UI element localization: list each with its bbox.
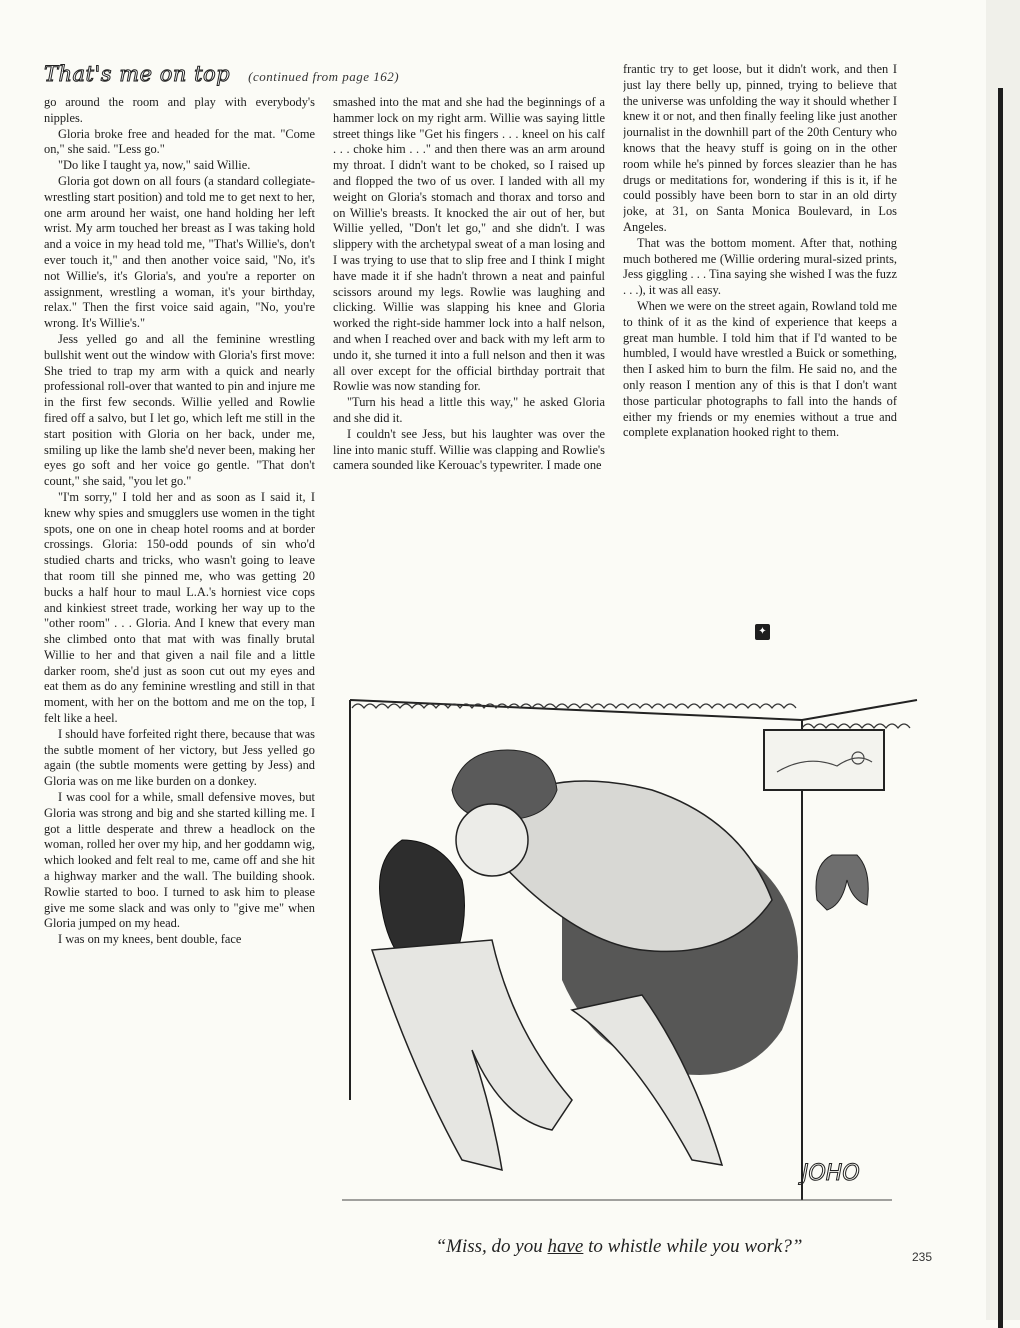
page-edge-shadow	[986, 0, 1020, 1320]
paragraph: "Turn his head a little this way," he asked Gloria and she did it.	[333, 395, 605, 425]
text-column-1	[44, 95, 315, 1265]
paragraph: "Do like I taught ya, now," said Willie.	[58, 158, 251, 173]
paragraph: That was the bottom moment. After that, nothing much bothered me (Willie ordering mural-sized prints, Jess giggling . . . Tina saying she wished I was the fuzz . . .), it was all easy.	[623, 235, 897, 298]
caption-text-1: “Miss, do you	[435, 1236, 548, 1257]
paragraph: Jess yelled go and all the feminine wrestling bullshit went out the window with Gloria's first move: She tried to trap my arm with a quick and nearly professional roll-over that wanted to pin and injure me in the first few seconds. Willie yelled and Rowlie fired off a salvo, but I let go, which left me still in the start position with Gloria on her back, under me, smiling up like the lamb she'd never been, making her eyes go soft and her voice go gentle. "That don't count," she said, "you let go."	[44, 331, 315, 489]
text-column-2	[333, 95, 605, 650]
paragraph: go around the room and play with everybody's nipples.	[44, 95, 315, 125]
page-number: 235	[912, 1250, 933, 1264]
hanging-jacket	[816, 855, 868, 910]
paragraph: "I'm sorry," I told her and as soon as I said it, I knew why spies and smugglers use women in the tight spots, one on one in cheap hotel rooms and at border crossings. Gloria: 150-odd pounds of sin who'd studied charts and tricks, who wasn't going to leave that room till she pinned me, who was getting 20 bucks a half hour to maul L.A.'s horniest vice cops and kinkiest street trade, working her way up to the "other room" . . . Gloria. And I knew that every man she climbed onto that mat with was finally brutal Willie to her and that given a nail file and a little darker room, she'd just as soon cut out my eyes and eat them as do any feminine wrestling and still in that moment, with her on the bottom and me on the top, I felt like a heel.	[44, 489, 315, 726]
paragraph: I was cool for a while, small defensive moves, but Gloria was strong and big and she started killing me. I got a little desperate and threw a headlock on the woman, rolled her over my hip, and her goddamn wig, which looked and felt real to me, came off and she hit a highway marker and the wall. The building shook. Rowlie started to boo. I turned to ask him to please give me some slack and was only to "give me" when Gloria jumped on my head.	[44, 790, 315, 931]
cartoon-illustration	[332, 680, 920, 1228]
paragraph: I couldn't see Jess, but his laughter was over the line into manic stuff. Willie was clapping and Rowlie's camera sounded like Kerouac's typewriter. I made one	[333, 426, 605, 473]
paragraph: I should have forfeited right there, because that was the subtle moment of her victory, but Jess yelled go again (the subtle moments were getting by Jess) and Gloria was on me like burden on a donkey.	[44, 726, 315, 789]
paragraph: Gloria broke free and headed for the mat. "Come on," she said. "Less go."	[44, 126, 315, 157]
paragraph: I was on my knees, bent double, face	[58, 932, 242, 947]
caption-emphasis: have	[547, 1236, 584, 1257]
cartoon-caption	[345, 1236, 893, 1258]
paragraph: Gloria got down on all fours (a standard collegiate-wrestling start position) and told me to get next to her, one arm around her waist, one hand holding her left wrist. My arm touched her breast as I was taking hold and a voice in my head told me, "That's Willie's, don't ever touch it," and then another voice said, "No, it's not Willie's, it's Gloria's, and you're a reporter on assignment, wrestling a woman, it's your birthday, relax." Then the first voice said again, "No, you're wrong. It's Willie's."	[44, 173, 315, 331]
binding-edge	[998, 88, 1003, 1328]
text-column-3	[623, 62, 897, 617]
article-logo: That's me on top	[44, 62, 231, 86]
end-mark-icon: ✦	[755, 624, 770, 640]
paragraph: When we were on the street again, Rowland told me to think of it as the kind of experience that keeps a great man humble. I told him that if I'd wanted to be humbled, I would have wrestled a Buick or something, then I asked him to burn the film. He said no, and the only reason I mention any of this is that I don't want those particular photographs to fall into the hands of either my friends or my enemies without a true and complete explanation hooked right to them.	[623, 298, 897, 440]
continued-note: (continued from page 162)	[248, 69, 400, 84]
paragraph: frantic try to get loose, but it didn't work, and then I just lay there belly up, pinned, trying to believe that the universe was unfolding the way it should whether I knew it or not, and then finally feeling like just another journalist in the downhill part of the 20th Century who knows that the heavy stuff is going on in the other room while he's pinned by forces sleazier than he has drugs or meditations for, wondering if this is it, if he could possibly have been born to star in an old dirty joke, at 31, on Santa Monica Boulevard, in Los Angeles.	[623, 62, 897, 234]
artist-signature: JOHO	[802, 1161, 860, 1186]
article-header	[44, 62, 464, 92]
wrestler-legs	[372, 940, 572, 1170]
paragraph: smashed into the mat and she had the beginnings of a hammer lock on my right arm. Willie was saying little street things like "Get his fingers . . . kneel on his calf . . . choke him . . ." and then there was an arm around my throat. I didn't want to be choked, so I raised up and flopped the two of us over. I landed with all my weight on Gloria's stomach and thorax and torso and on Willie's breasts. It knocked the air out of her, but Willie yelled, "Don't let go," and she didn't. I was slippery with the archetypal sweat of a man losing and I was trying to use that to slip free and I think I might have made it if she hadn't thrown a neat and painful scissors around my legs. Rowlie was laughing and clicking. Willie was slapping his knee and Gloria worked the right-side hammer lock into a half nelson, and when I reached over and back with my left arm to undo it, she turned it into a full nelson and then it was all over except for the official birthday portrait that Rowlie was now standing for.	[333, 95, 605, 394]
caption-text-2: to whistle while you work?”	[583, 1236, 803, 1257]
window-frame	[764, 730, 884, 790]
wall-scallop-trim	[352, 704, 796, 708]
wrestler-face	[456, 804, 528, 876]
